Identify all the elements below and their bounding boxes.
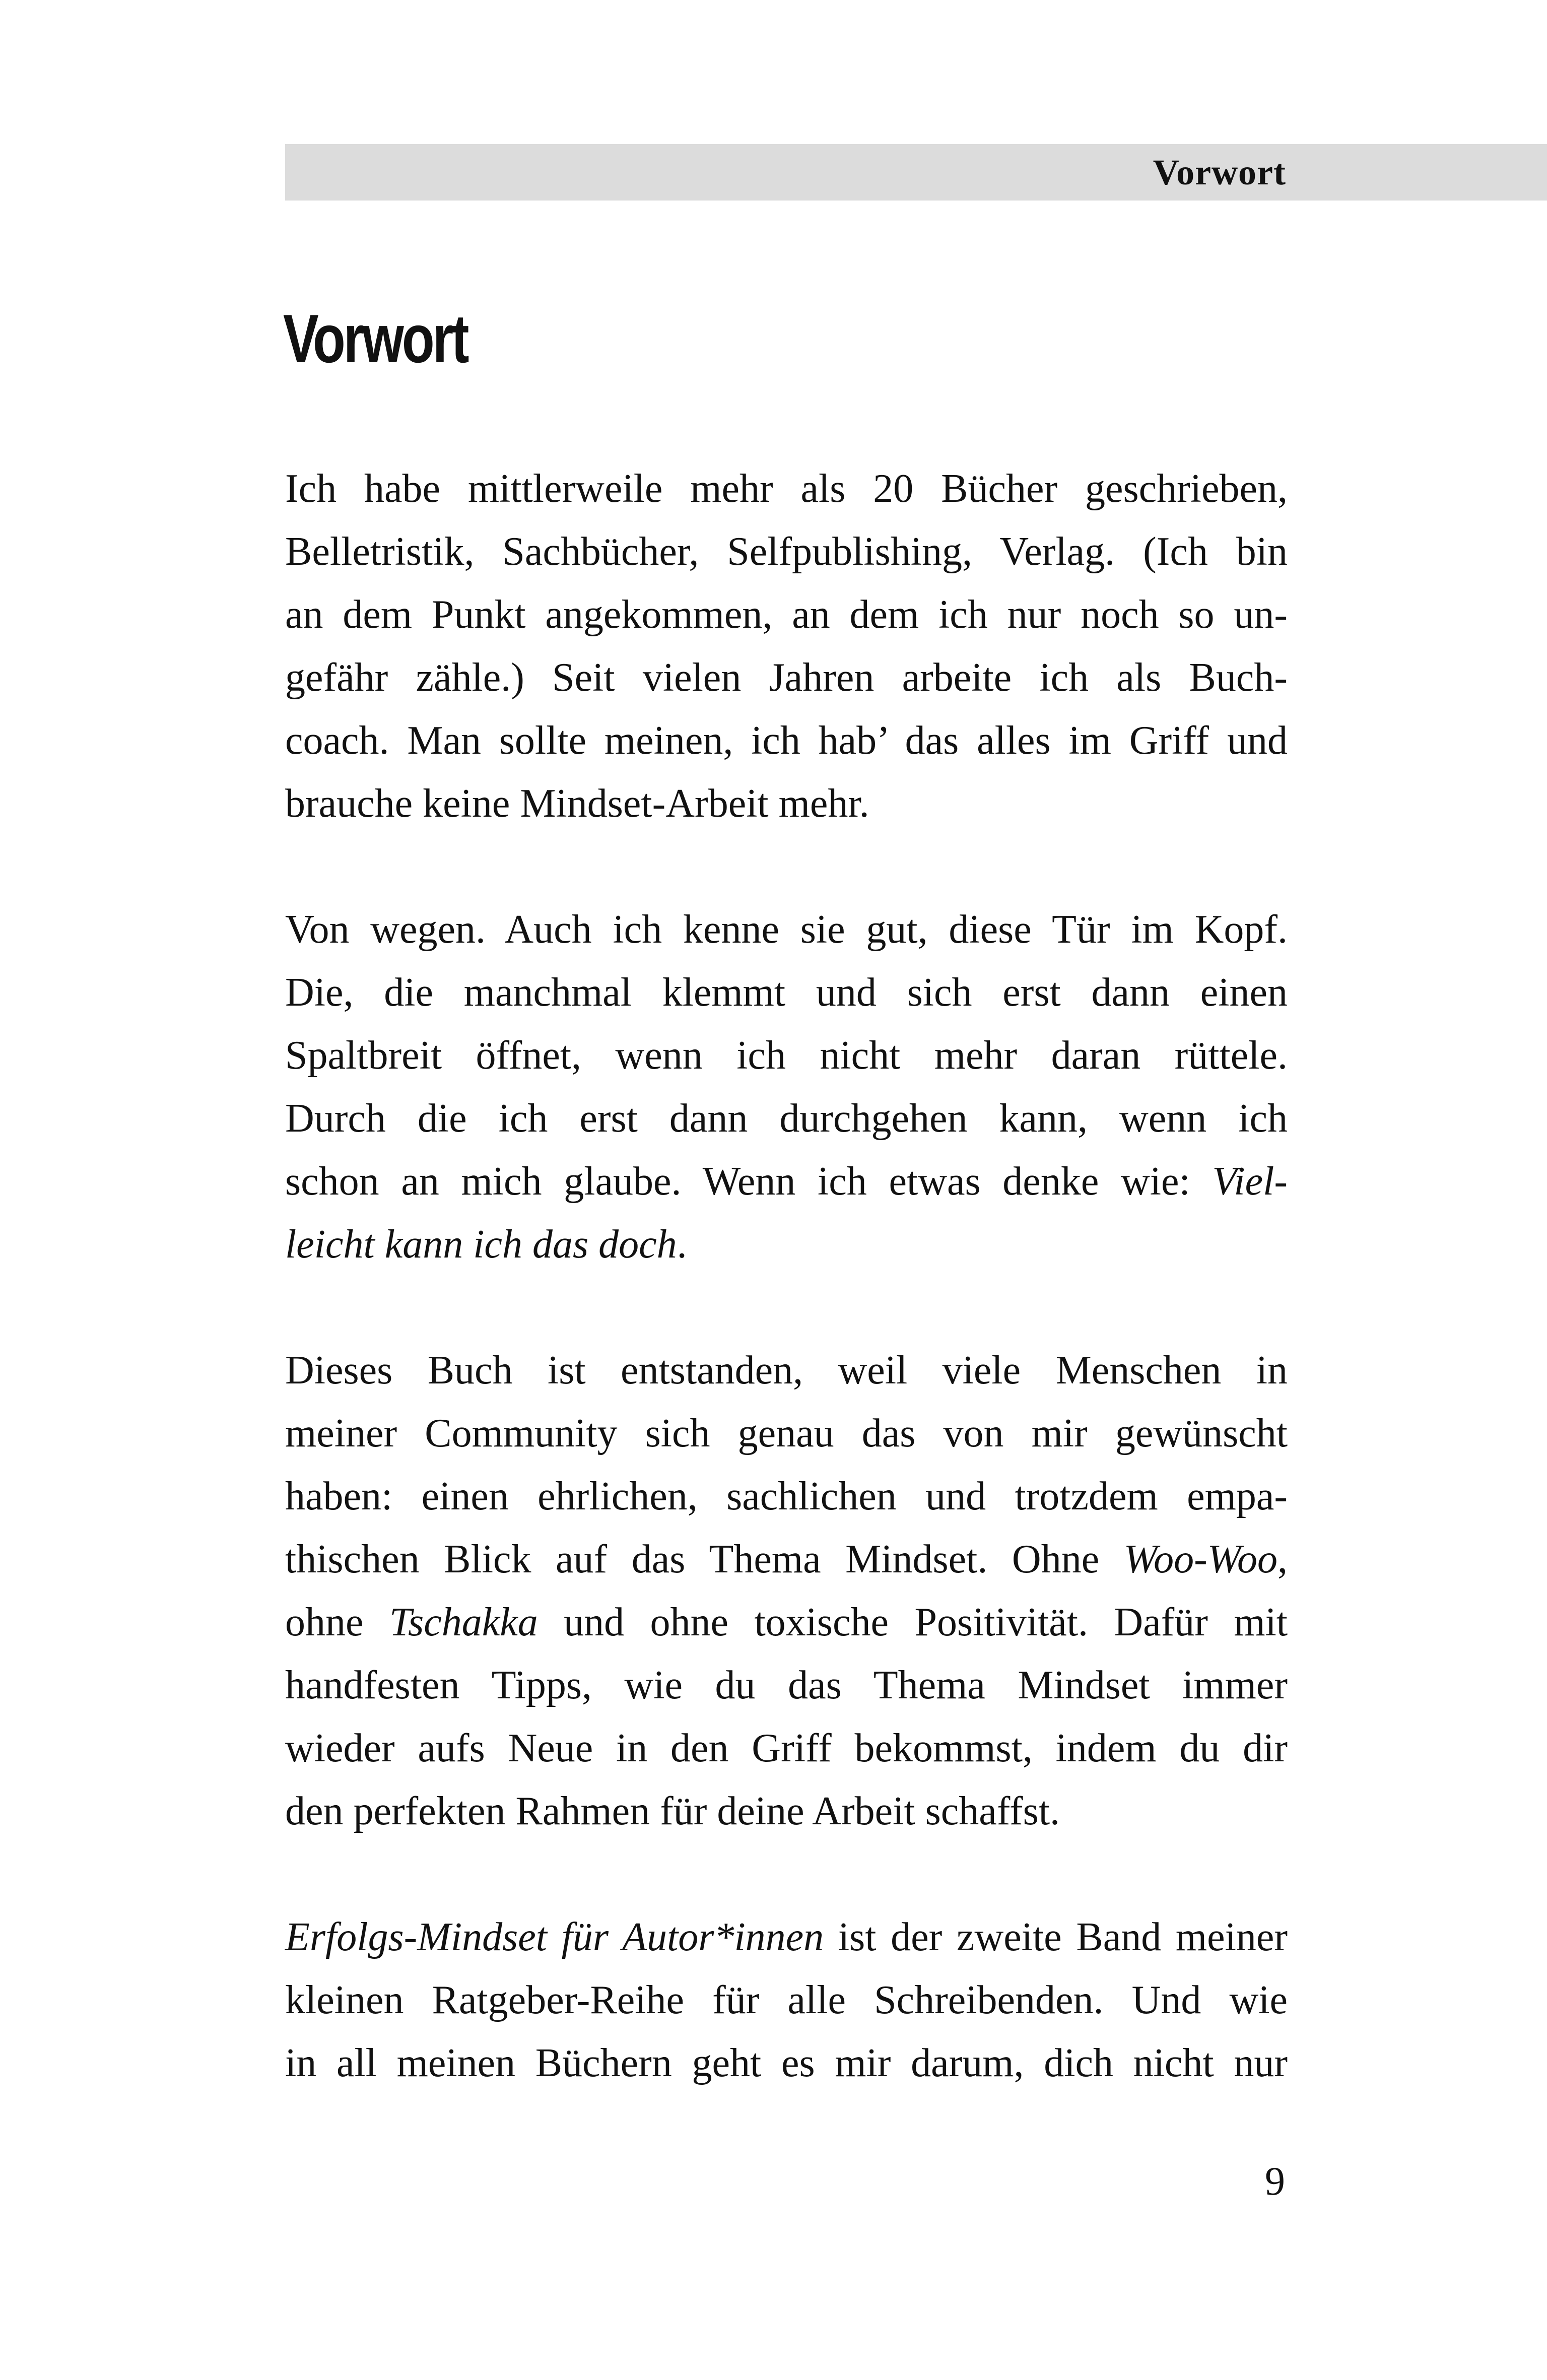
text-run: . [677, 1222, 687, 1267]
text-line: haben: einen ehrlichen, sachlichen und trotzdem empa- [285, 1474, 1288, 1518]
text-line: Ich habe mittlerweile mehr als 20 Bücher geschrieben, [285, 467, 1288, 511]
running-header [285, 144, 1547, 201]
text-line: kleinen Ratgeber-Reihe für alle Schreibenden. Und wie [285, 1978, 1288, 2022]
text-run: , [1277, 1537, 1288, 1581]
text-line: Belletristik, Sachbücher, Selfpublishing, Verlag. (Ich bin [285, 530, 1288, 574]
text-line: Die, die manchmal klemmt und sich erst dann einen [285, 970, 1288, 1015]
paragraph-3 [285, 1339, 1288, 1843]
text-line: Dieses Buch ist entstanden, weil viele Menschen in [285, 1348, 1288, 1393]
paragraph-1 [285, 457, 1288, 835]
text-line [285, 1213, 1288, 1276]
text-line: brauche keine Mindset-Arbeit mehr. [285, 781, 869, 826]
text-line: handfesten Tipps, wie du das Thema Mindset immer [285, 1663, 1288, 1707]
text-run: und ohne toxische Positivität. Dafür mit [537, 1600, 1288, 1644]
running-header-title: Vorwort [1153, 152, 1286, 192]
text-line: wieder aufs Neue in den Griff bekommst, indem du dir [285, 1726, 1288, 1770]
body-text [285, 457, 1288, 2095]
italic-run: Viel- [1212, 1159, 1288, 1204]
paragraph-4 [285, 1906, 1288, 2095]
italic-run: leicht kann ich das doch [285, 1222, 677, 1267]
text-line [285, 1150, 1288, 1213]
text-line: meiner Community sich genau das von mir gewünscht [285, 1411, 1288, 1456]
text-line: in all meinen Büchern geht es mir darum, dich nicht nur [285, 2041, 1288, 2085]
text-run: schon an mich glaube. Wenn ich etwas denke wie: [285, 1159, 1213, 1204]
text-line: gefähr zähle.) Seit vielen Jahren arbeite ich als Buch- [285, 655, 1288, 700]
chapter-title: Vorwort [283, 300, 467, 377]
text-line: coach. Man sollte meinen, ich hab’ das alles im Griff und [285, 718, 1288, 763]
italic-run: Woo-Woo [1123, 1537, 1277, 1581]
page-number: 9 [1265, 2159, 1285, 2204]
italic-run: Erfolgs-Mindset für Autor*innen [285, 1915, 824, 1959]
paragraph-2 [285, 898, 1288, 1276]
text-line: Spaltbreit öffnet, wenn ich nicht mehr daran rüttele. [285, 1033, 1288, 1078]
text-line: Von wegen. Auch ich kenne sie gut, diese Tür im Kopf. [285, 907, 1288, 952]
text-line [285, 1528, 1288, 1591]
text-line: an dem Punkt angekommen, an dem ich nur noch so un- [285, 592, 1288, 637]
text-line: Durch die ich erst dann durchgehen kann, wenn ich [285, 1096, 1288, 1141]
text-line [285, 1906, 1288, 1969]
text-run: thischen Blick auf das Thema Mindset. Ohne [285, 1537, 1124, 1581]
text-run: ohne [285, 1600, 389, 1644]
text-line: den perfekten Rahmen für deine Arbeit schaffst. [285, 1789, 1060, 1833]
italic-run: Tschakka [389, 1600, 538, 1644]
text-run: ist der zweite Band meiner [824, 1915, 1288, 1959]
text-line [285, 1591, 1288, 1654]
